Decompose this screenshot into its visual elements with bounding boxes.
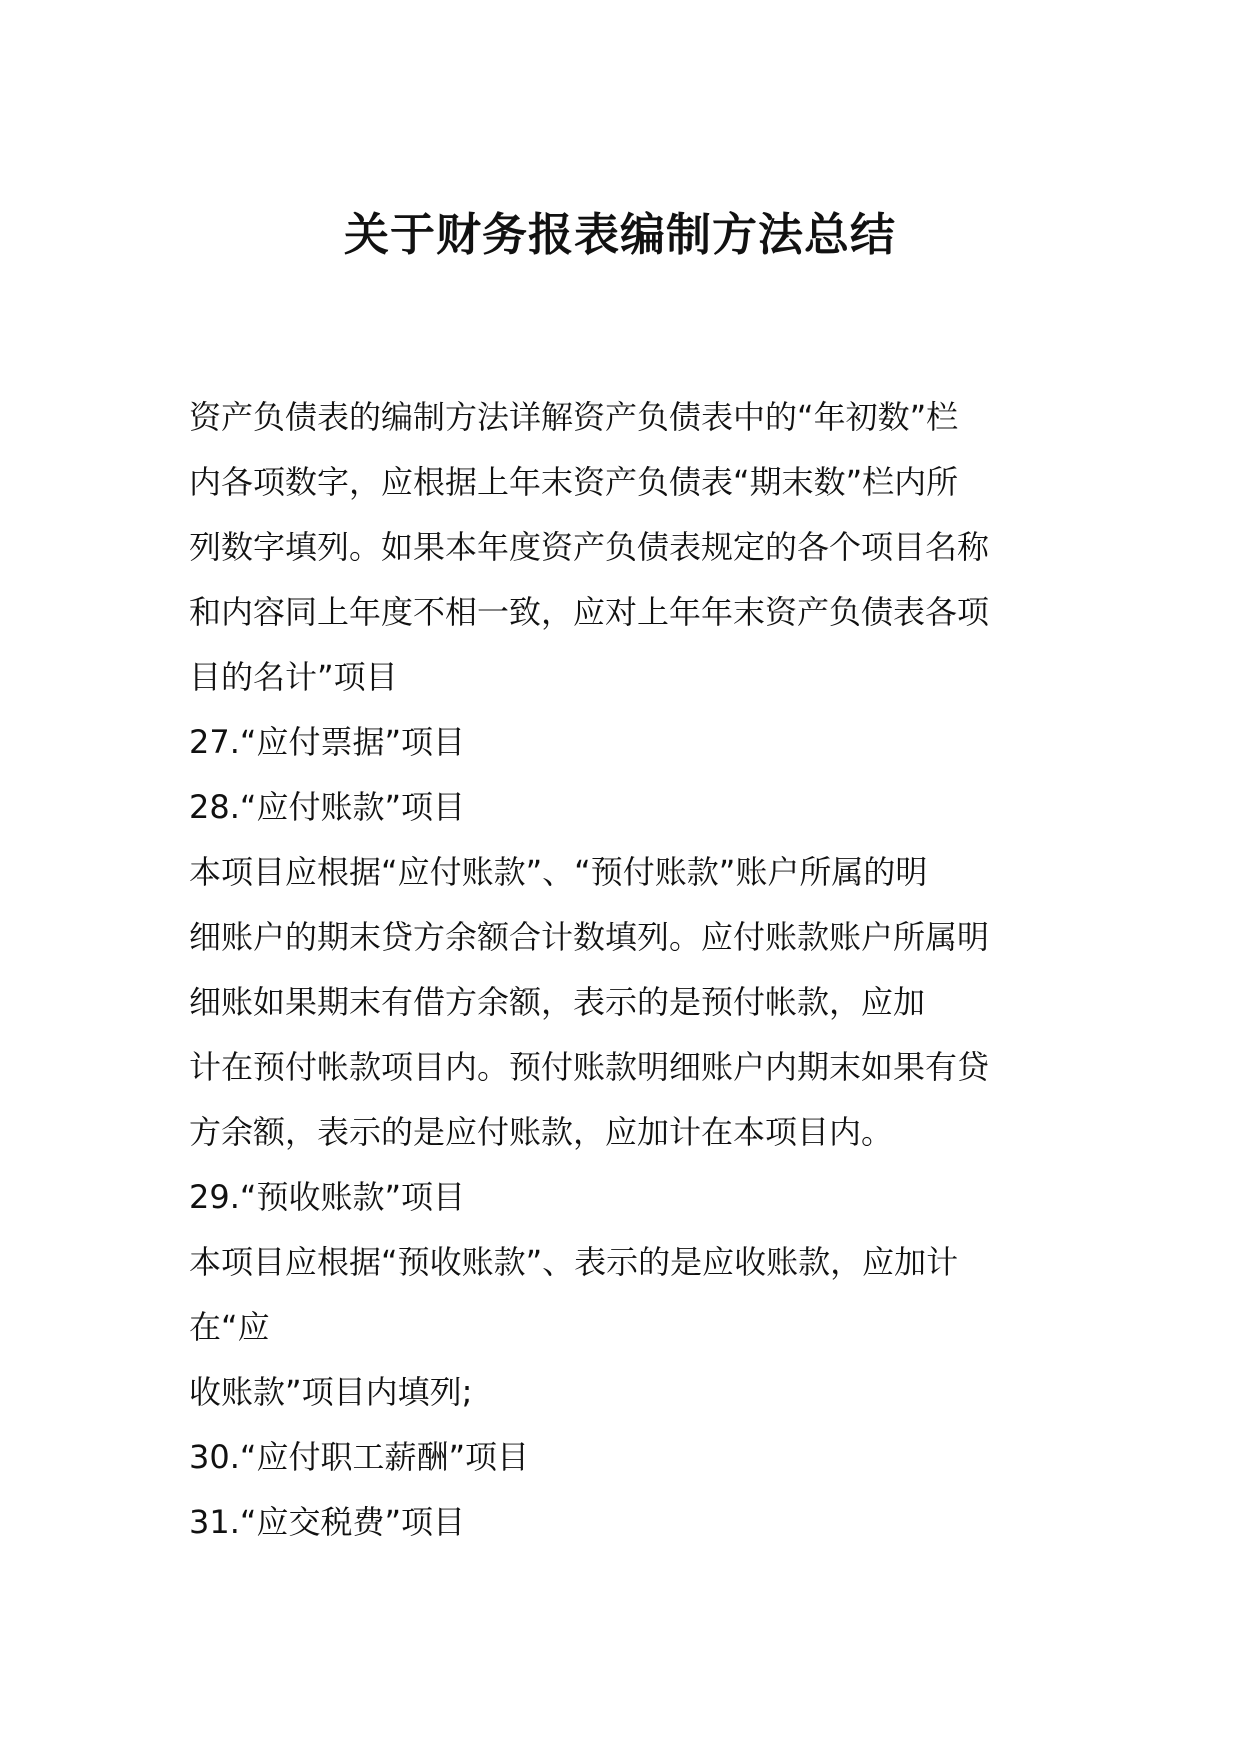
body-line: 本项目应根据“预收账款”、表示的是应收账款，应加计 — [189, 1243, 959, 1281]
body-line: 计在预付帐款项目内。预付账款明细账户内期末如果有贷 — [189, 1048, 990, 1086]
body-line: 资产负债表的编制方法详解资产负债表中的“年初数”栏 — [189, 398, 959, 436]
section-heading-27: 27.“应付票据”项目 — [189, 723, 466, 761]
body-line: 方余额，表示的是应付账款，应加计在本项目内。 — [189, 1113, 894, 1151]
document-body — [189, 385, 1069, 1555]
section-heading-31: 31.“应交税费”项目 — [189, 1503, 466, 1541]
body-line: 列数字填列。如果本年度资产负债表规定的各个项目名称 — [189, 528, 990, 566]
body-line: 和内容同上年度不相一致，应对上年年末资产负债表各项 — [189, 593, 990, 631]
body-line: 收账款”项目内填列; — [189, 1373, 473, 1411]
body-line: 在“应 — [189, 1308, 270, 1346]
document-title: 关于财务报表编制方法总结 — [343, 208, 896, 261]
section-heading-30: 30.“应付职工薪酬”项目 — [189, 1438, 530, 1476]
body-line: 细账如果期末有借方余额，表示的是预付帐款，应加 — [189, 983, 926, 1021]
body-line: 本项目应根据“应付账款”、“预付账款”账户所属的明 — [189, 853, 928, 891]
body-line: 内各项数字，应根据上年末资产负债表“期末数”栏内所 — [189, 463, 959, 501]
body-line: 目的名计”项目 — [189, 658, 398, 696]
body-line: 细账户的期末贷方余额合计数填列。应付账款账户所属明 — [189, 918, 990, 956]
section-heading-29: 29.“预收账款”项目 — [189, 1178, 466, 1216]
section-heading-28: 28.“应付账款”项目 — [189, 788, 466, 826]
